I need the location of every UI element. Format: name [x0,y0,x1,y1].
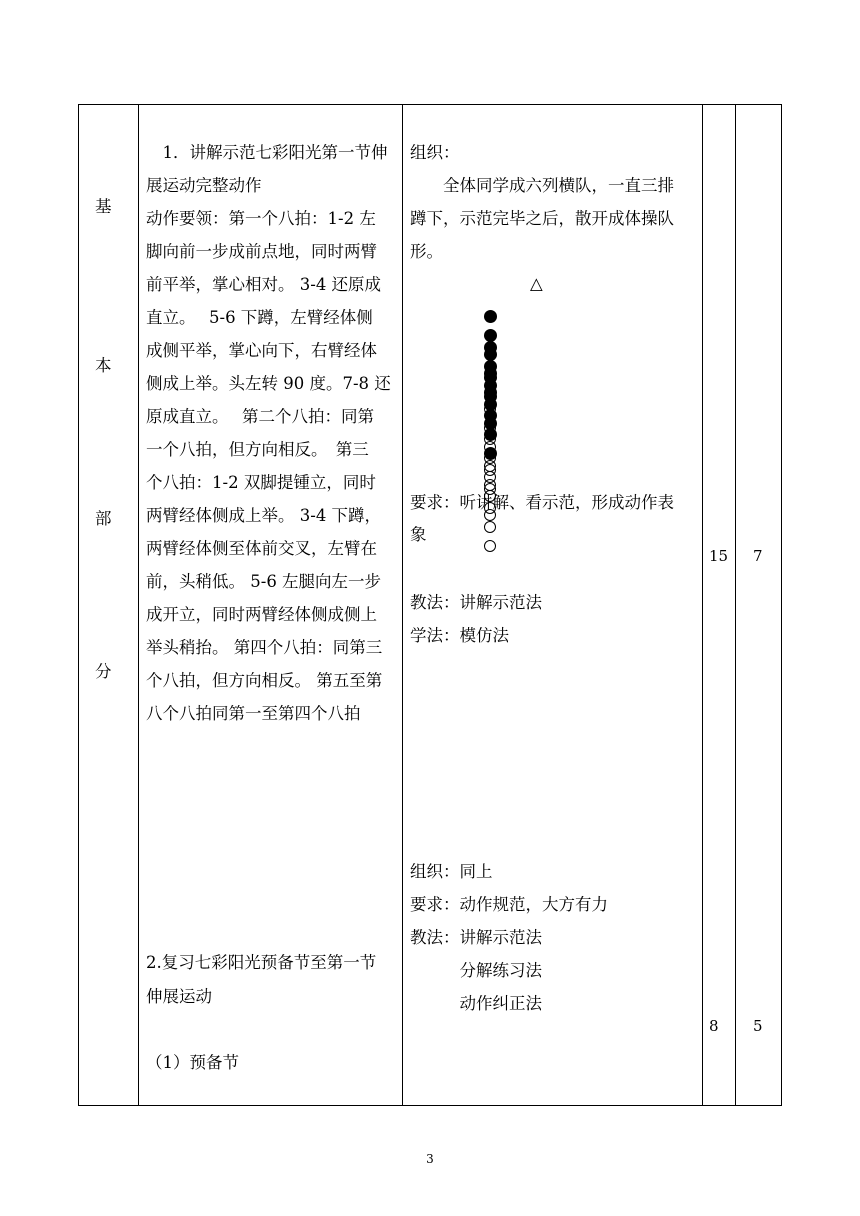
organization-line: 动作纠正法 [410,994,542,1013]
column-divider [138,104,139,1106]
table-border-right [781,104,782,1106]
formation-row [484,400,509,414]
content-item-1-line: 展运动完整动作 [146,176,262,195]
content-item-1-line: 个八拍，但方向相反。 第五至第 [146,671,383,690]
student-hollow-dot [484,403,496,415]
organization-line: 教法：讲解示范法 [410,928,542,947]
time-value: 15 [709,547,729,565]
section-label-char: 本 [95,356,112,375]
organization-line: 组织： [410,143,460,162]
content-item-1-line: 动作要领：第一个八拍：1-2 左 [146,209,376,228]
content-item-1-line: 前，头稍低。 5-6 左腿向左一步 [146,572,382,591]
organization-line: 组织：同上 [410,862,493,881]
content-item-1-line: 成开立，同时两臂经体侧成侧上 [146,605,377,624]
formation-row [484,369,509,383]
student-hollow-dot [484,521,496,533]
content-item-2-sub: （1）预备节 [146,1053,239,1072]
table-border-top [78,104,782,105]
organization-line: 全体同学成六列横队，一直三排 [410,176,674,195]
table-border-left [78,104,79,1106]
count-value: 7 [753,547,763,565]
student-filled-dot [484,310,497,323]
column-divider [735,104,736,1106]
content-item-1-line: 直立。 5-6 下蹲，左臂经体侧 [146,308,373,327]
organization-line: 要求：动作规范，大方有力 [410,895,608,914]
count-value: 5 [753,1017,763,1035]
formation-row [484,461,509,475]
organization-line: 形。 [410,242,443,261]
requirement-text: 要求：听讲解、看示范，形成动作表 [410,493,674,512]
content-item-2-line: 2.复习七彩阳光预备节至第一节 [146,953,377,972]
content-item-1-line: 成侧平举，掌心向下，右臂经体 [146,341,377,360]
organization-line: 蹲下，示范完毕之后，散开成体操队 [410,209,674,228]
content-item-1-line: 一个八拍，但方向相反。 第三 [146,440,369,459]
organization-line: 分解练习法 [410,961,542,980]
learning-method: 学法：模仿法 [410,626,509,645]
time-value: 8 [709,1017,719,1035]
teacher-symbol: △ [530,274,543,293]
student-filled-dot [484,341,497,354]
student-hollow-dot [484,433,496,445]
teaching-method: 教法：讲解示范法 [410,593,542,612]
student-hollow-dot [484,464,496,476]
table-border-bottom [78,1105,782,1106]
formation-row [484,308,509,322]
section-label-char: 基 [95,197,112,216]
formation-row [484,430,509,444]
content-item-1-line: 脚向前一步成前点地，同时两臂 [146,242,377,261]
content-item-1-line: 两臂经体侧至体前交叉，左臂在 [146,539,377,558]
section-label-char: 部 [95,509,112,528]
formation-row [484,339,509,353]
content-item-1-line: 个八拍：1-2 双脚提锺立，同时 [146,473,376,492]
requirement-text-cont: 象 [410,525,427,544]
student-filled-dot [484,371,497,384]
content-item-1-line: 两臂经体侧成上举。 3-4 下蹲， [146,506,382,525]
column-divider [402,104,403,1106]
content-item-1-line: 原成直立。 第二个八拍：同第 [146,407,374,426]
content-item-2-line: 伸展运动 [146,987,212,1006]
content-item-1-line: 侧成上举。头左转 90 度。7-8 还 [146,374,391,393]
column-divider [702,104,703,1106]
content-item-1-line: 举头稍抬。 第四个八拍：同第三 [146,638,383,657]
content-item-1-line: 1．讲解示范七彩阳光第一节伸 [146,143,388,162]
student-hollow-dot [484,540,496,552]
page-number: 3 [426,1152,434,1166]
content-item-1-line: 八个八拍同第一至第四个八拍 [146,704,361,723]
section-label-char: 分 [95,662,112,681]
content-item-1-line: 前平举，掌心相对。 3-4 还原成 [146,275,382,294]
